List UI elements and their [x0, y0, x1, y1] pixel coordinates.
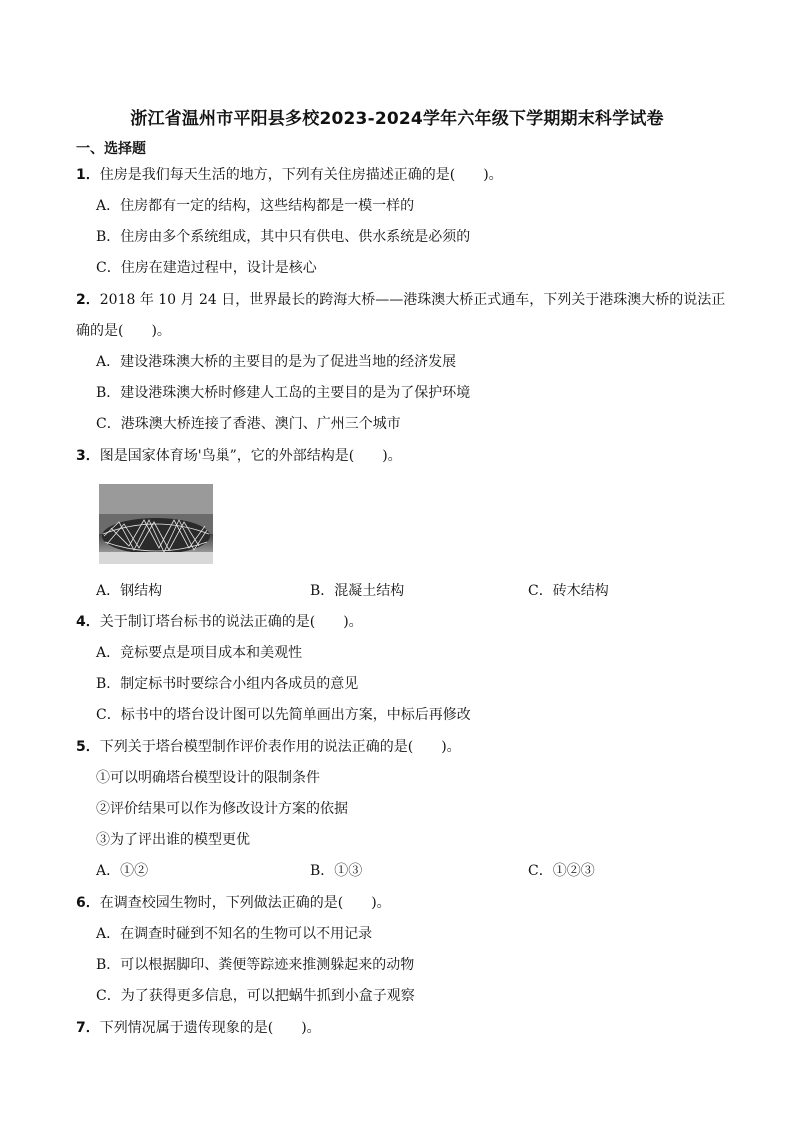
question-text: 2018 年 10 月 24 日，世界最长的跨海大桥——港珠澳大桥正式通车，下列关于港珠澳大桥的说法正 [99, 292, 726, 308]
stadium-illustration [99, 484, 213, 564]
question-number: 6． [76, 895, 100, 911]
section-heading: 一、选择题 [76, 141, 146, 157]
q3-option-b: B．混凝土结构 [310, 583, 405, 599]
q2-option-b: B．建设港珠澳大桥时修建人工岛的主要目的是为了保护环境 [96, 385, 471, 401]
q5-statement-1: ①可以明确塔台模型设计的限制条件 [96, 770, 320, 786]
q6-option-a: A．在调查时碰到不知名的生物可以不用记录 [96, 926, 373, 942]
question-5 [76, 738, 461, 756]
q5-option-a: A．①② [96, 863, 149, 879]
q1-option-b: B．住房由多个系统组成，其中只有供电、供水系统是必须的 [96, 229, 471, 245]
question-number: 5． [76, 739, 100, 755]
exam-title: 浙江省温州市平阳县多校2023-2024学年六年级下学期期末科学试卷 [130, 109, 664, 129]
question-3 [76, 447, 402, 465]
q4-option-c: C．标书中的塔台设计图可以先简单画出方案，中标后再修改 [96, 707, 471, 723]
question-4 [76, 613, 363, 631]
question-number: 4． [76, 614, 100, 630]
question-text: 图是国家体育场'鸟巢”，它的外部结构是( )。 [99, 448, 402, 464]
q2-option-a: A．建设港珠澳大桥的主要目的是为了促进当地的经济发展 [96, 354, 457, 370]
q4-option-b: B．制定标书时要综合小组内各成员的意见 [96, 676, 359, 692]
q6-option-c: C．为了获得更多信息，可以把蜗牛抓到小盒子观察 [96, 988, 415, 1004]
question-number: 1． [76, 167, 100, 183]
q1-option-c: C．住房在建造过程中，设计是核心 [96, 260, 317, 276]
q5-option-c: C．①②③ [528, 863, 595, 879]
q3-option-a: A．钢结构 [96, 583, 163, 599]
q4-option-a: A．竞标要点是项目成本和美观性 [96, 645, 303, 661]
q6-option-b: B．可以根据脚印、粪便等踪迹来推测躲起来的动物 [96, 957, 415, 973]
question-number: 2． [76, 292, 100, 308]
question-text: 下列情况属于遗传现象的是( )。 [99, 1020, 321, 1036]
question-text: 下列关于塔台模型制作评价表作用的说法正确的是( )。 [99, 739, 461, 755]
question-7 [76, 1019, 321, 1037]
question-1 [76, 166, 503, 184]
q2-option-c: C．港珠澳大桥连接了香港、澳门、广州三个城市 [96, 416, 401, 432]
question-text: 住房是我们每天生活的地方，下列有关住房描述正确的是( )。 [99, 167, 503, 183]
question-text: 关于制订塔台标书的说法正确的是( )。 [99, 614, 363, 630]
question-number: 3． [76, 448, 100, 464]
q5-option-b: B．①③ [310, 863, 363, 879]
question-text: 在调查校园生物时，下列做法正确的是( )。 [99, 895, 391, 911]
question-2 [76, 291, 725, 309]
birds-nest-stadium-photo [99, 484, 213, 564]
q5-statement-3: ③为了评出谁的模型更优 [96, 832, 250, 848]
q3-option-c: C．砖木结构 [528, 583, 609, 599]
q5-statement-2: ②评价结果可以作为修改设计方案的依据 [96, 801, 348, 817]
question-number: 7． [76, 1020, 100, 1036]
question-2-continued: 确的是( )。 [76, 323, 171, 339]
question-6 [76, 894, 391, 912]
q1-option-a: A．住房都有一定的结构，这些结构都是一模一样的 [96, 198, 415, 214]
